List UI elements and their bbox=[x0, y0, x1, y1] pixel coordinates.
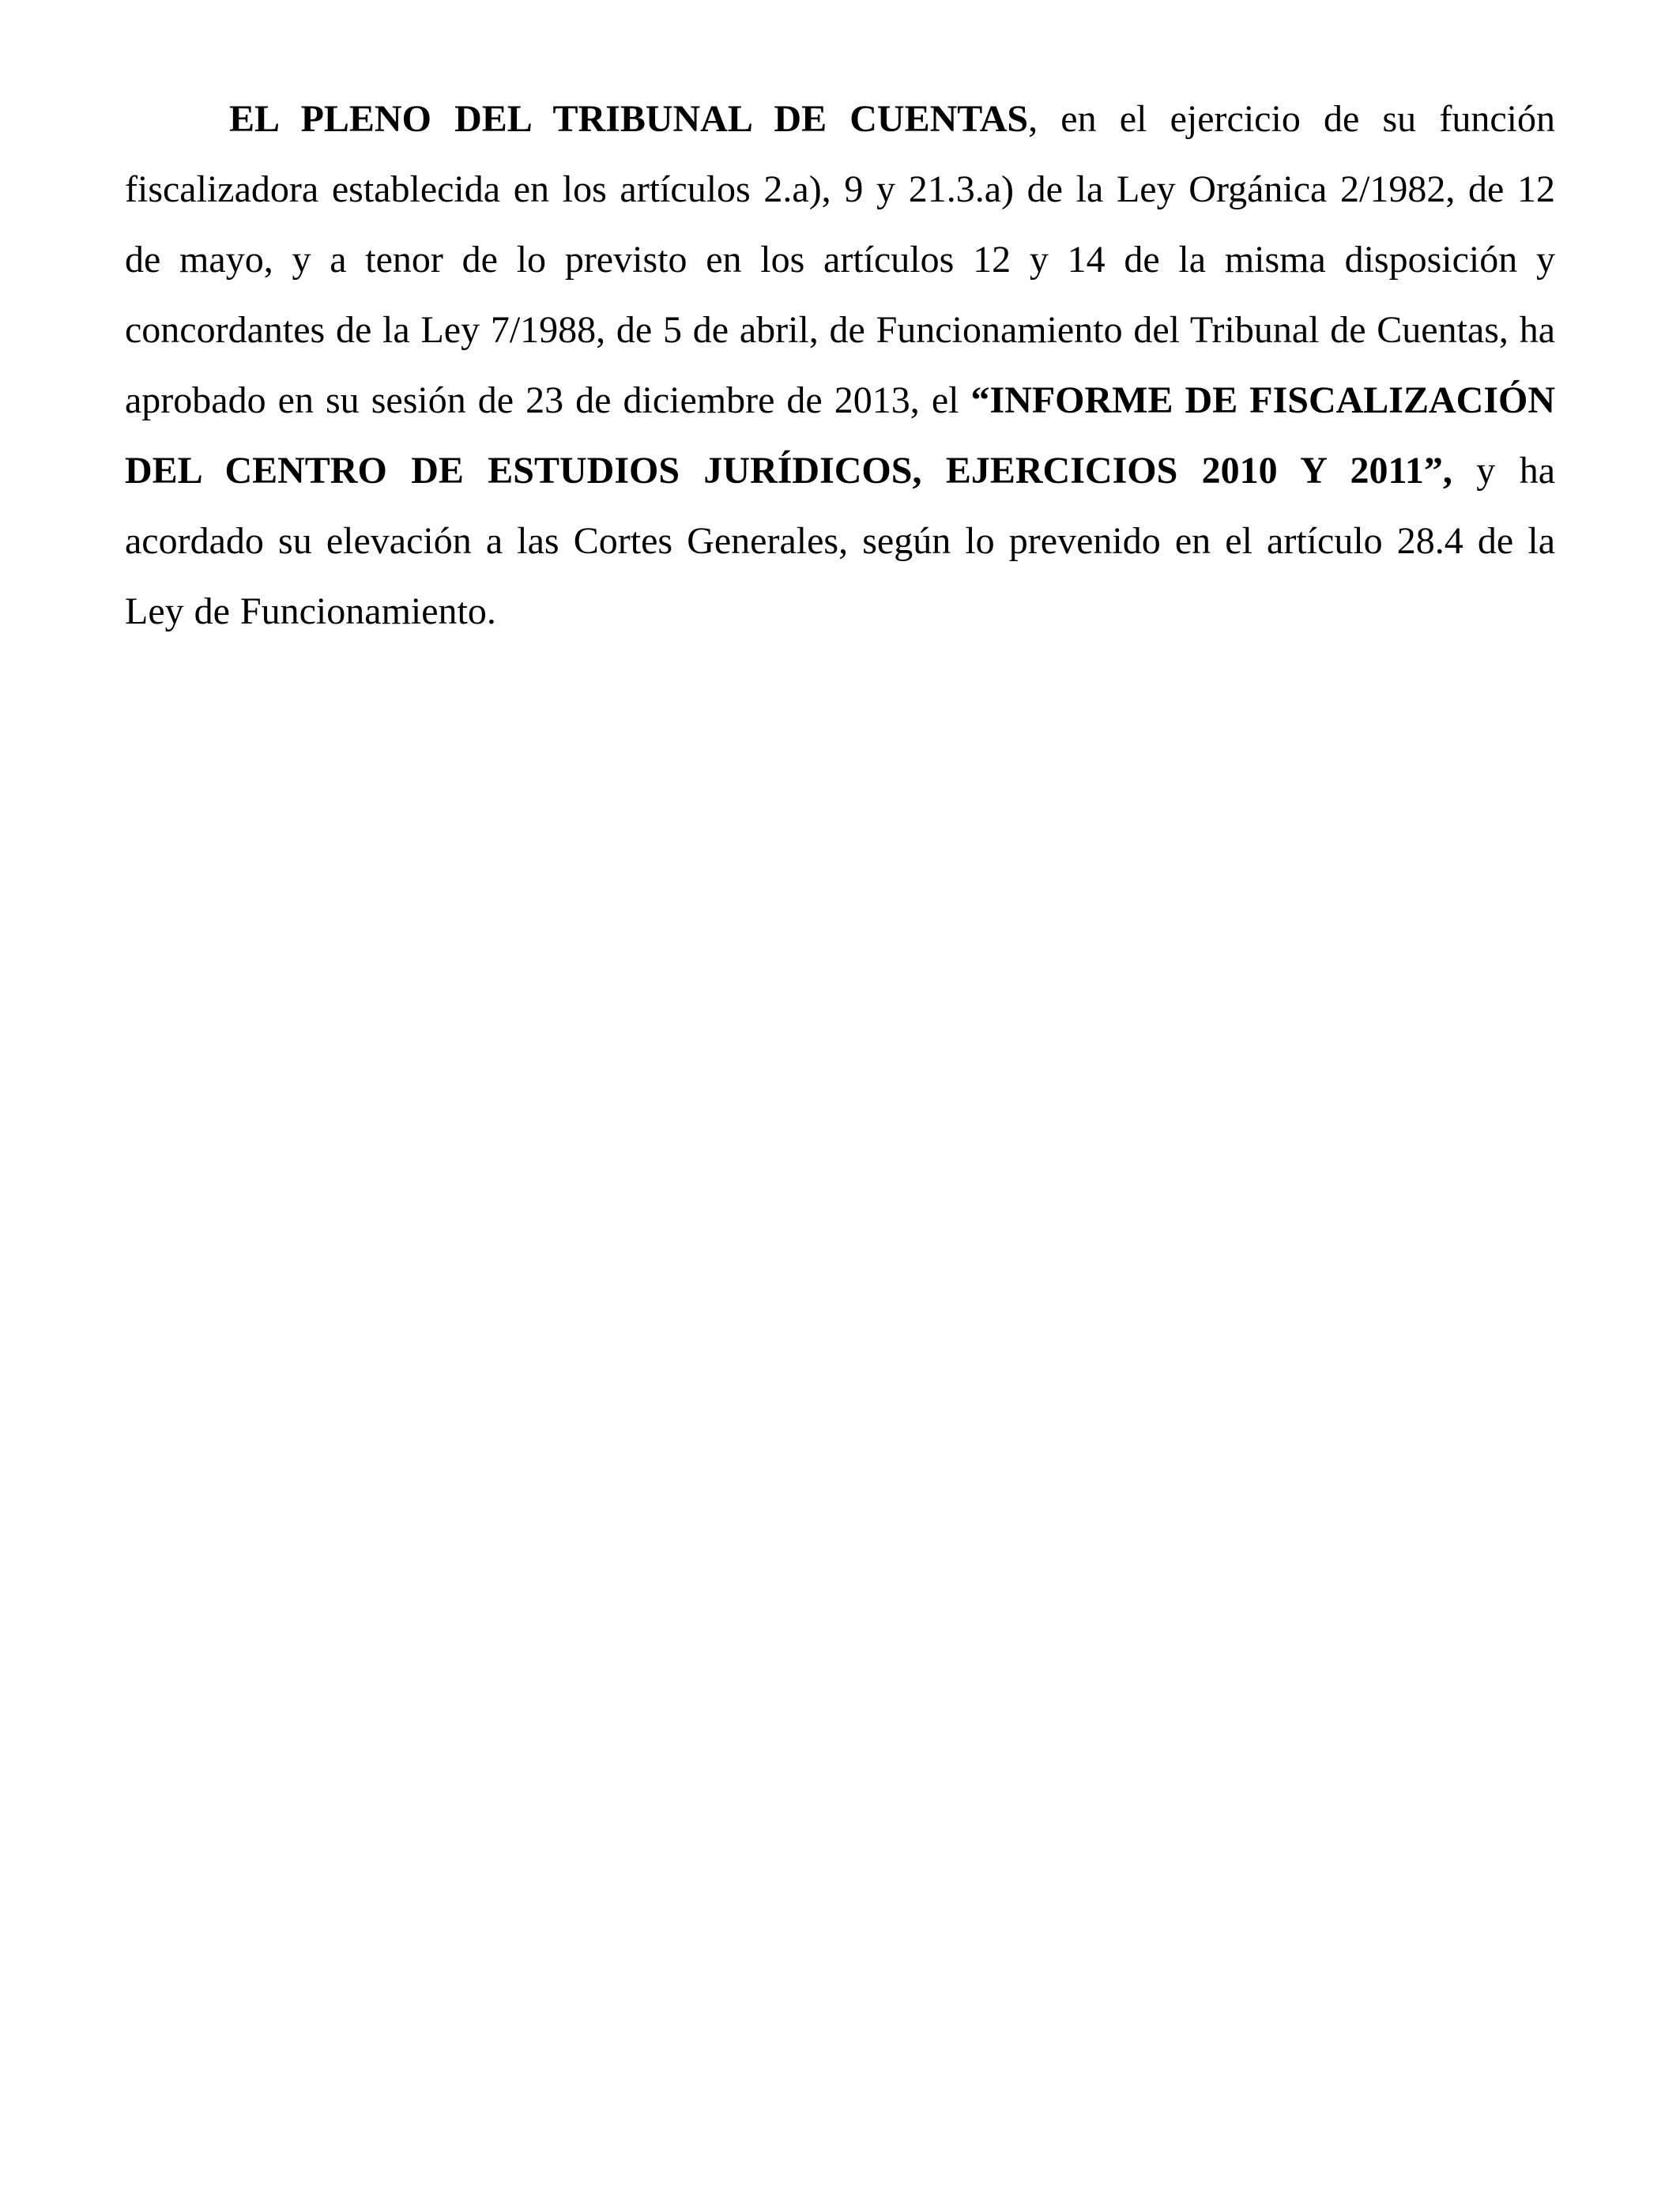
lead-bold-text: EL PLENO DEL TRIBUNAL DE CUENTAS bbox=[229, 98, 1029, 140]
report-title: “INFORME DE FISCALIZACIÓN DEL CENTRO DE ESTUDIOS JURÍDICOS, EJERCICIOS 2010 Y 2011”, bbox=[125, 379, 1556, 492]
paragraph-text-1: , en el ejercicio de su función fiscalizadora establecida en los artículos 2.a), 9 y 21.3.a) de la Ley Orgánica 2/1982, de 12 de mayo, y a tenor de lo previsto en los artículos 12 y 14 de la misma disposición y concordantes de la Ley 7/1988, de 5 de abril, de Funcionamiento del Tribunal de Cuentas, ha aprobado en su sesión de 23 de diciembre de 2013, el bbox=[125, 98, 1555, 421]
paragraph-text-2: y ha acordado su elevación a las Cortes Generales, según lo prevenido en el artículo 28.4 de la Ley de Funcionamiento. bbox=[125, 450, 1555, 632]
body-paragraph bbox=[125, 84, 1555, 647]
